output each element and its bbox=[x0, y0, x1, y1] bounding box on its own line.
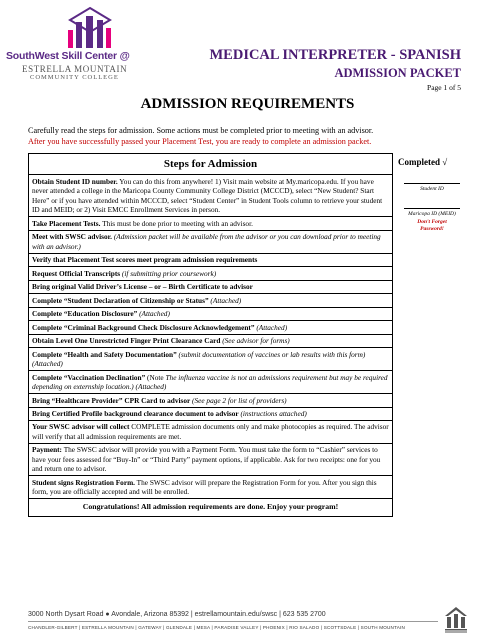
meid-label: Maricopa ID (MEID) bbox=[408, 211, 456, 217]
step-text: The SWSC advisor will provide you with a Payment Form. You must take the form to “Cashier” services to have your fees assessed for “Buy-In” or “Third Party” payment options, if applicable. Ask for two receipts: one for you and return one to advisor. bbox=[32, 445, 381, 474]
student-id-label: Student ID bbox=[420, 186, 444, 192]
footer-divider bbox=[28, 621, 438, 622]
step-bold-text: Request Official Transcripts bbox=[32, 268, 121, 278]
steps-table-header: Steps for Admission bbox=[29, 154, 393, 175]
step-cell bbox=[29, 321, 393, 334]
step-italic-text: (See advisor for forms) bbox=[220, 336, 290, 346]
step-bold-text: Complete “Health and Safety Documentation” bbox=[32, 349, 177, 359]
step-cell bbox=[29, 407, 393, 420]
step-cell bbox=[29, 294, 393, 307]
step-text: You can do this from anywhere! 1) Visit main website at My.maricopa.edu. If you have never attended a college in the Maricopa County Community College District (MCCCD), select “New Student? Start Here” or if you have attended within MCCCD, select “Student Center” in Student Tools column to retrieve your student ID and MEID; or 2) Visit EMCC Enrollment Services in person. bbox=[32, 176, 383, 215]
step-text: The SWSC advisor will prepare the Registration Form for you. After you sign this form, you are officially accepted and will be enrolled. bbox=[32, 477, 377, 497]
step-bold-text: Obtain Level One Unrestricted Finger Print Clearance Card bbox=[32, 336, 221, 346]
student-id-line[interactable] bbox=[404, 183, 460, 184]
logo-title: SouthWest Skill Center @ bbox=[6, 50, 130, 62]
step-bold-text: Meet with SWSC advisor. bbox=[32, 232, 112, 242]
step-italic-text: (submit documentation of vaccines or lab results with this form) (Attached) bbox=[32, 349, 366, 369]
step-row bbox=[29, 348, 393, 371]
password-warning bbox=[398, 219, 466, 233]
step-italic-text: (See page 2 for list of providers) bbox=[190, 395, 287, 405]
step-bold-text: Obtain Student ID number. bbox=[32, 176, 118, 186]
congratulations-text: Congratulations! All admission requirements are done. Enjoy your program! bbox=[29, 499, 393, 516]
step-row bbox=[29, 217, 393, 230]
step-cell bbox=[29, 371, 393, 394]
step-italic-text: (Attached) bbox=[208, 295, 242, 305]
page-number: Page 1 of 5 bbox=[427, 83, 461, 92]
step-cell bbox=[29, 476, 393, 499]
swsc-logo-graphic bbox=[50, 6, 130, 48]
step-bold-text: Student signs Registration Form. bbox=[32, 477, 135, 487]
step-cell bbox=[29, 175, 393, 217]
step-bold-text: Bring original Valid Driver’s License – or – Birth Certificate to advisor bbox=[32, 282, 253, 292]
step-row bbox=[29, 307, 393, 320]
step-bold-text: Complete “Student Declaration of Citizenship or Status” bbox=[32, 295, 209, 305]
step-cell bbox=[29, 443, 393, 475]
step-bold-text: Your SWSC advisor will collect bbox=[32, 422, 130, 432]
step-row bbox=[29, 280, 393, 293]
step-bold-text: Verify that Placement Test scores meet program admission requirements bbox=[32, 255, 258, 265]
step-cell bbox=[29, 394, 393, 407]
password-warning-line-2: Password! bbox=[420, 225, 444, 232]
step-text: COMPLETE admission documents only and make photocopies as required. The advisor will verify that all admission requirements are met. bbox=[32, 422, 389, 441]
step-bold-text: Complete “Education Disclosure” bbox=[32, 309, 138, 319]
step-bold-text: Bring “Healthcare Provider” CPR Card to advisor bbox=[32, 395, 191, 405]
step-italic-text: (Attached) bbox=[254, 322, 288, 332]
step-bold-text: Bring Certified Profile background clearance document to advisor bbox=[32, 409, 239, 418]
step-bold-text: Complete “Criminal Background Check Disclosure Acknowledgement” bbox=[32, 322, 255, 332]
step-cell bbox=[29, 253, 393, 266]
step-row bbox=[29, 420, 393, 443]
step-row bbox=[29, 394, 393, 407]
step-row bbox=[29, 267, 393, 280]
intro-text: Carefully read the steps for admission. Some actions must be completed prior to meeting with an advisor. bbox=[28, 126, 374, 135]
logo-subtitle-2: COMMUNITY COLLEGE bbox=[30, 74, 119, 81]
step-italic-text: (if submitting prior coursework) bbox=[120, 268, 217, 278]
logo-subtitle: ESTRELLA MOUNTAIN bbox=[22, 64, 128, 74]
step-row bbox=[29, 253, 393, 266]
meid-line[interactable] bbox=[404, 208, 460, 209]
packet-title: ADMISSION PACKET bbox=[334, 66, 461, 80]
step-bold-text: Take Placement Tests. bbox=[32, 218, 101, 228]
page-title: ADMISSION REQUIREMENTS bbox=[140, 96, 355, 112]
step-bold-text: Complete “Vaccination Declination” bbox=[32, 372, 146, 382]
step-italic-text: The influenza vaccine is not an admissions requirement but may be required depending on externship location.) (Attached) bbox=[32, 372, 388, 392]
program-title: MEDICAL INTERPRETER - SPANISH bbox=[209, 47, 461, 63]
step-text: This must be done prior to meeting with an advisor. bbox=[100, 218, 253, 228]
final-row bbox=[29, 499, 393, 516]
step-row bbox=[29, 476, 393, 499]
step-cell bbox=[29, 280, 393, 293]
step-row bbox=[29, 443, 393, 475]
steps-table bbox=[28, 153, 393, 517]
step-cell bbox=[29, 217, 393, 230]
footer-address: 3000 North Dysart Road ● Avondale, Arizona 85392 | estrellamountain.edu/swsc | 623 535 2700 bbox=[28, 611, 326, 618]
step-row bbox=[29, 230, 393, 253]
step-text: (Note bbox=[145, 372, 166, 382]
step-row bbox=[29, 407, 393, 420]
step-cell bbox=[29, 420, 393, 443]
step-row bbox=[29, 371, 393, 394]
maricopa-logo-icon bbox=[444, 606, 468, 634]
step-row bbox=[29, 294, 393, 307]
step-row bbox=[29, 321, 393, 334]
step-italic-text: (Admission packet will be available from the advisor or you can download prior to meeting with an advisor.) bbox=[32, 232, 381, 251]
step-cell bbox=[29, 267, 393, 280]
step-bold-text: Payment: bbox=[32, 445, 62, 455]
footer-colleges: CHANDLER-GILBERT | ESTRELLA MOUNTAIN | GATEWAY | GLENDALE | MESA | PARADISE VALLEY | PHOENIX | RIO SALADO | SCOTTSDALE | SOUTH MOUNTAIN bbox=[28, 625, 405, 630]
step-cell bbox=[29, 348, 393, 371]
step-italic-text: (instructions attached) bbox=[238, 409, 307, 418]
intro-warning-text: After you have successfully passed your Placement Test, you are ready to complete an admission packet. bbox=[28, 137, 372, 146]
completed-label: Completed √ bbox=[398, 157, 448, 167]
step-row bbox=[29, 175, 393, 217]
password-warning-line-1: Don't Forget bbox=[417, 219, 447, 225]
step-row bbox=[29, 334, 393, 347]
step-cell bbox=[29, 230, 393, 253]
step-cell bbox=[29, 334, 393, 347]
step-cell bbox=[29, 307, 393, 320]
step-italic-text: (Attached) bbox=[137, 309, 170, 319]
